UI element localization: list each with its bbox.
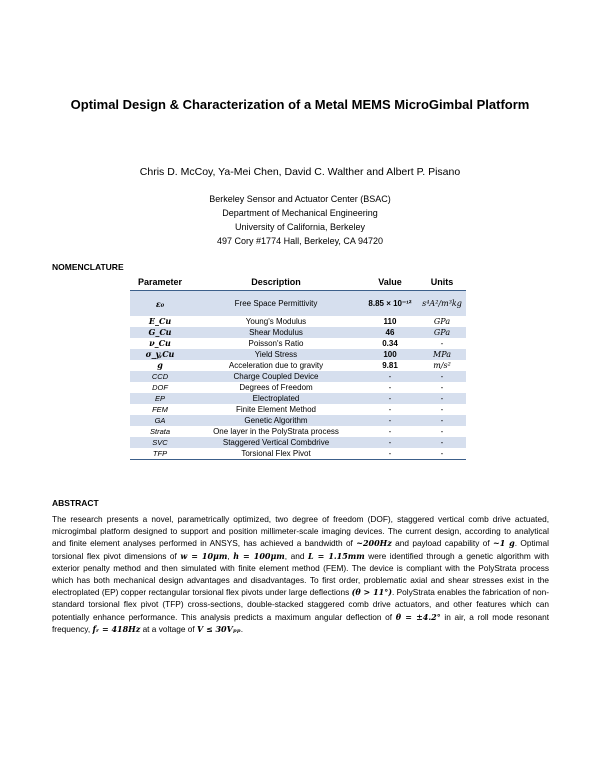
parameter-description: One layer in the PolyStrata process: [213, 427, 339, 436]
parameter-description: Yield Stress: [190, 349, 362, 360]
table-row: [130, 291, 466, 317]
parameter-value: 0.34: [382, 339, 398, 348]
abstract-text: and payload capability of: [391, 538, 493, 549]
table-row: [130, 360, 466, 371]
parameter-unit: -: [418, 437, 466, 448]
abstract-text: at a voltage of: [140, 623, 197, 634]
abstract-text: were identified through a genetic algorithm with exterior penalty method and then simulated with finite element method (FEM). The device is compliant with the PolyStrata process which has both mechanical design advantages and disadvantages. To first order, problematic axial and shear stresses exist in the electroplated (EP) copper rectangular torsional flex pivots under large deflections: [52, 550, 550, 598]
abstract-heading: ABSTRACT: [52, 498, 99, 508]
math-inline: h = 100μm: [233, 550, 285, 561]
parameter-value: 110: [383, 317, 397, 326]
abstract-text: The research presents a novel, parametrically optimized, two degree of freedom (DOF), staggered vertical comb drive actuated, microgimbal platform designed to support and position millimeter-scale imaging devices. The current design, according to analytical and finite element analyses performed in ANSYS, has achieved a bandwidth of: [52, 514, 549, 549]
parameter-symbol: G_Cu: [130, 327, 190, 338]
parameter-unit: GPa: [418, 327, 466, 338]
abstract-text: in air, a roll mode resonant frequency,: [52, 611, 550, 634]
parameter-unit: -: [440, 339, 444, 348]
parameter-description: Staggered Vertical Combdrive: [190, 437, 362, 448]
parameter-description: Electroplated: [190, 393, 362, 404]
column-header: Value: [362, 274, 418, 291]
parameter-unit: GPa: [433, 317, 451, 326]
table-row: [130, 448, 466, 460]
column-header: Parameter: [130, 274, 190, 291]
parameter-unit: m/s²: [433, 361, 451, 370]
math-inline: ~1 g: [493, 538, 515, 549]
table-row: [130, 316, 466, 327]
table-header-row: [130, 274, 466, 291]
paper-title: Optimal Design & Characterization of a Metal MEMS MicroGimbal Platform: [70, 97, 530, 112]
parameter-value: -: [362, 437, 418, 448]
parameter-value: -: [362, 448, 418, 460]
parameter-unit: -: [418, 371, 466, 382]
table-row: [130, 415, 466, 426]
parameter-description: Poisson's Ratio: [248, 339, 304, 348]
table-row: [130, 349, 466, 360]
parameter-unit: -: [440, 427, 444, 436]
affiliation-block: [0, 192, 600, 248]
parameter-description: Torsional Flex Pivot: [190, 448, 362, 460]
parameter-value: -: [362, 415, 418, 426]
parameter-description: Finite Element Method: [235, 405, 317, 414]
parameter-symbol: FEM: [152, 405, 168, 414]
parameter-description: Degrees of Freedom: [239, 383, 313, 392]
table-row: [130, 437, 466, 448]
table-row: [130, 338, 466, 349]
parameter-symbol: TFP: [130, 448, 190, 460]
math-inline: L = 1.15mm: [307, 550, 365, 561]
column-header: Units: [418, 274, 466, 291]
parameter-value: 100: [362, 349, 418, 360]
parameter-value: -: [388, 427, 392, 436]
parameter-description: Acceleration due to gravity: [228, 361, 324, 370]
parameter-symbol: ε₀: [130, 291, 190, 317]
nomenclature-table: [130, 274, 466, 460]
math-inline: (θ > 11°): [351, 587, 392, 598]
parameter-symbol: σ_y,Cu: [130, 349, 190, 360]
parameter-symbol: E_Cu: [148, 316, 172, 326]
parameter-description: Free Space Permittivity: [190, 291, 362, 317]
column-header: Description: [190, 274, 362, 291]
parameter-value: 46: [362, 327, 418, 338]
table-row: [130, 404, 466, 415]
abstract-text: . PolyStrata enables the fabrication of non-standard torsional flex pivot (TFP) cross-sections, double-stacked staggered comb drive actuators, and other features which can potentially enhance performance. This analysis predicts a maximum angular deflection of: [52, 587, 549, 622]
affiliation-line: Berkeley Sensor and Actuator Center (BSAC): [209, 194, 391, 204]
math-inline: θ = ±4.2°: [395, 611, 441, 622]
abstract-text: . Optimal torsional flex pivot dimensions of: [52, 538, 549, 561]
table-row: [130, 393, 466, 404]
parameter-unit: -: [440, 405, 444, 414]
table-row: [130, 327, 466, 338]
affiliation-line: University of California, Berkeley: [234, 222, 366, 232]
parameter-description: Shear Modulus: [190, 327, 362, 338]
parameter-unit: s⁴A²/m³kg: [418, 291, 466, 317]
affiliation-line: Department of Mechanical Engineering: [222, 208, 378, 218]
parameter-value: -: [388, 405, 392, 414]
parameter-symbol: EP: [130, 393, 190, 404]
parameter-symbol: ν_Cu: [149, 338, 171, 348]
parameter-unit: MPa: [418, 349, 466, 360]
parameter-symbol: DOF: [152, 383, 168, 392]
parameter-value: -: [362, 371, 418, 382]
parameter-symbol: GA: [130, 415, 190, 426]
parameter-value: -: [362, 393, 418, 404]
abstract-body: [52, 513, 549, 635]
math-inline: w = 10μm: [180, 550, 228, 561]
math-inline: V ≤ 30Vₚₚ: [197, 623, 241, 634]
table-row: [130, 382, 466, 393]
parameter-description: Charge Coupled Device: [190, 371, 362, 382]
math-inline: ~200Hz: [356, 538, 392, 549]
parameter-symbol: CCD: [130, 371, 190, 382]
table-row: [130, 371, 466, 382]
abstract-text: , and: [284, 550, 308, 561]
nomenclature-heading: NOMENCLATURE: [52, 262, 124, 272]
parameter-symbol: g: [157, 360, 163, 370]
parameter-value: 9.81: [382, 361, 398, 370]
author-list: Chris D. McCoy, Ya-Mei Chen, David C. Walther and Albert P. Pisano: [139, 166, 461, 178]
parameter-unit: -: [418, 415, 466, 426]
parameter-symbol: Strata: [149, 427, 170, 436]
parameter-unit: -: [418, 448, 466, 460]
parameter-unit: -: [440, 383, 444, 392]
math-inline: fᵣ = 418Hz: [92, 623, 141, 634]
affiliation-line: 497 Cory #1774 Hall, Berkeley, CA 94720: [217, 236, 383, 246]
parameter-description: Genetic Algorithm: [190, 415, 362, 426]
parameter-value: -: [388, 383, 392, 392]
parameter-description: Young's Modulus: [245, 317, 307, 326]
parameter-unit: -: [418, 393, 466, 404]
parameter-symbol: SVC: [130, 437, 190, 448]
abstract-text: ,: [227, 550, 234, 561]
abstract-text: .: [240, 623, 244, 634]
table-row: [130, 426, 466, 437]
parameter-value: 8.85 × 10⁻¹²: [362, 291, 418, 317]
